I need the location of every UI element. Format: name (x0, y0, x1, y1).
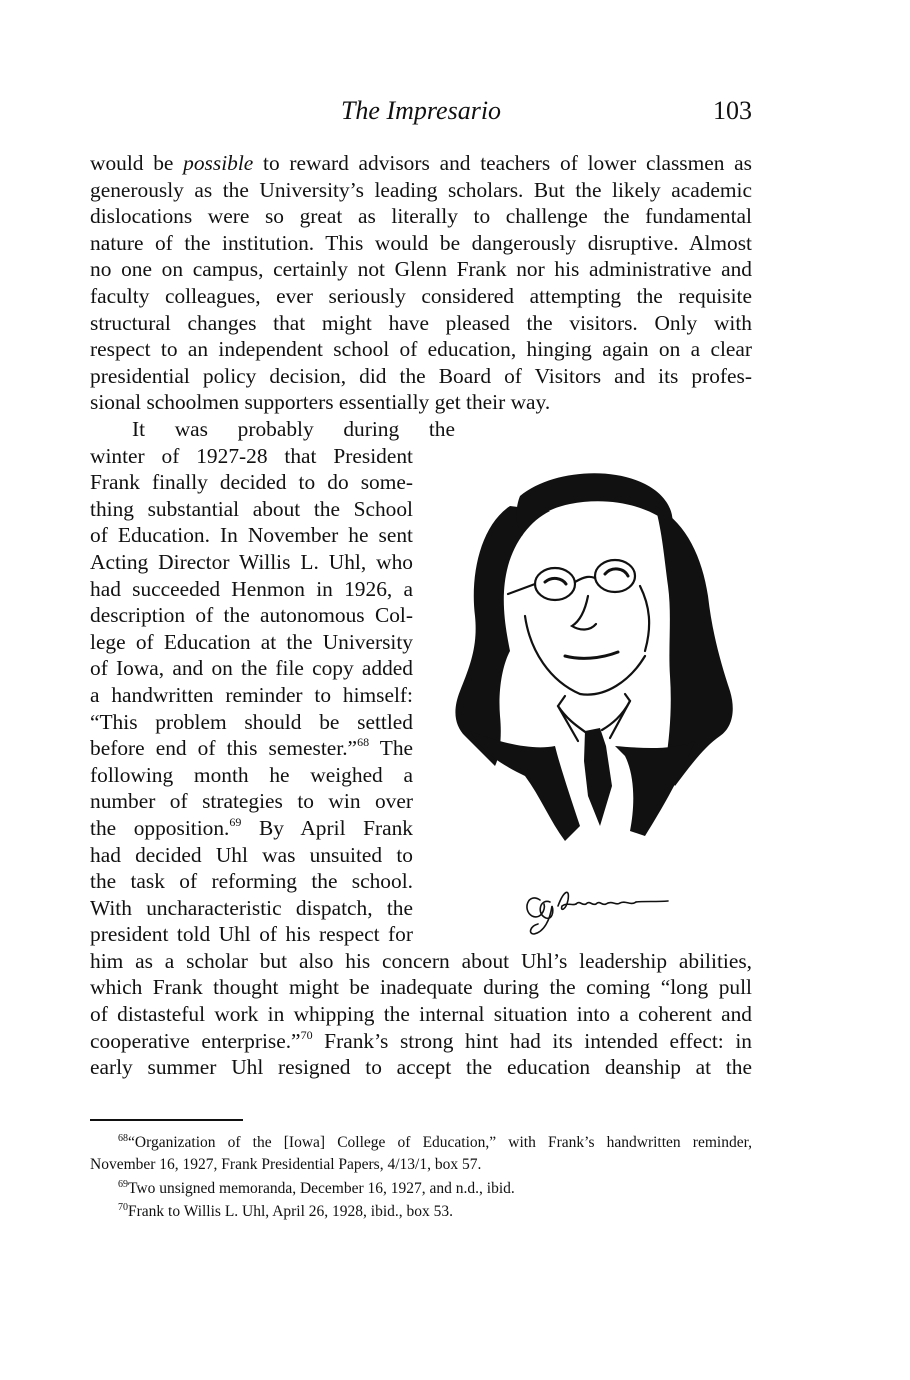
text-span: before end of this semester.” (90, 736, 358, 761)
text-line: the task of reforming the school. (90, 869, 413, 894)
text-line: which Frank thought might be inadequate during the coming “long pull (90, 975, 752, 1000)
footnote-70 (90, 1201, 752, 1223)
footnote-69 (90, 1178, 752, 1200)
running-title: The Impresario (340, 96, 502, 125)
text-line: a handwritten reminder to himself: (90, 682, 413, 707)
text-line: generously as the University’s leading scholars. But the likely academic (90, 177, 752, 202)
text-line: With uncharacteristic dispatch, the (90, 895, 413, 920)
text-line: November 16, 1927, Frank Presidential Papers, 4/13/1, box 57. (90, 1156, 482, 1173)
footnote-mark: 68 (118, 1133, 128, 1144)
handwritten-signature (520, 880, 680, 940)
text-line: sional schoolmen supporters essentially get their way. (90, 390, 551, 415)
text-line: early summer Uhl resigned to accept the education deanship at the (90, 1055, 752, 1080)
footnote-ref-69[interactable]: 69 (229, 814, 242, 829)
text-line: number of strategies to win over (90, 789, 413, 814)
text-line: dislocations were so great as literally to challenge the fundamental (90, 204, 752, 229)
text-line: president told Uhl of his respect for (90, 922, 413, 947)
text-span: cooperative enterprise.” (90, 1028, 301, 1053)
footnote-ref-68[interactable]: 68 (357, 735, 370, 750)
text-span: Frank to Willis L. Uhl, April 26, 1928, ibid., box 53. (128, 1203, 454, 1220)
text-line (90, 1178, 752, 1200)
text-span: would be (90, 151, 184, 175)
text-line (90, 1132, 752, 1154)
paragraph-1 (90, 150, 752, 416)
text-line: thing substantial about the School (90, 496, 413, 521)
text-span: to reward advisors and teachers of lower classmen as (253, 151, 752, 175)
text-line (90, 735, 413, 762)
text-line: respect to an independent school of education, hinging again on a clear (90, 337, 752, 362)
page-number: 103 (713, 96, 752, 125)
text-line: had succeeded Henmon in 1926, a (90, 576, 413, 601)
footnote-rule (90, 1119, 243, 1121)
text-line: following month he weighed a (90, 762, 413, 787)
text-line (90, 1201, 752, 1223)
text-line: winter of 1927-28 that President (90, 443, 413, 468)
text-line (90, 815, 413, 842)
text-line: structural changes that might have pleased the visitors. Only with (90, 310, 752, 335)
text-line: Frank finally decided to do some- (90, 470, 413, 495)
text-line: of distasteful work in whipping the internal situation into a coherent and (90, 1002, 752, 1027)
footnote-68 (90, 1132, 752, 1176)
text-span: the opposition. (90, 815, 230, 840)
text-span: By April Frank (241, 815, 414, 840)
italic-word: possible (183, 151, 254, 175)
portrait-sketch (440, 466, 740, 856)
text-line: It was probably during the (132, 417, 455, 441)
text-span: Frank’s strong hint had its intended effect: in (312, 1028, 752, 1053)
text-line (90, 150, 752, 177)
text-span: “Organization of the [Iowa] College of Education,” with Frank’s handwritten reminder, (128, 1134, 752, 1151)
footnote-mark: 70 (118, 1202, 128, 1213)
text-line: description of the autonomous Col- (90, 603, 413, 628)
text-line: “This problem should be settled (90, 709, 413, 734)
text-line: him as a scholar but also his concern about Uhl’s leadership abilities, (90, 948, 752, 973)
text-line: Acting Director Willis L. Uhl, who (90, 549, 413, 574)
running-header (90, 96, 752, 130)
text-span: Two unsigned memoranda, December 16, 1927, and n.d., ibid. (128, 1180, 515, 1197)
text-line: presidential policy decision, did the Board of Visitors and its profes- (90, 363, 752, 388)
text-line: no one on campus, certainly not Glenn Frank nor his administrative and (90, 257, 752, 282)
text-line (90, 1028, 752, 1055)
text-span: The (369, 736, 414, 761)
footnote-ref-70[interactable]: 70 (300, 1027, 313, 1042)
text-line: of Iowa, and on the file copy added (90, 656, 413, 681)
text-line: lege of Education at the University (90, 629, 413, 654)
text-line: nature of the institution. This would be dangerously disruptive. Almost (90, 230, 752, 255)
footnote-mark: 69 (118, 1179, 128, 1190)
text-line: had decided Uhl was unsuited to (90, 842, 413, 867)
text-line: faculty colleagues, ever seriously considered attempting the requisite (90, 283, 752, 308)
text-line: of Education. In November he sent (90, 523, 413, 548)
